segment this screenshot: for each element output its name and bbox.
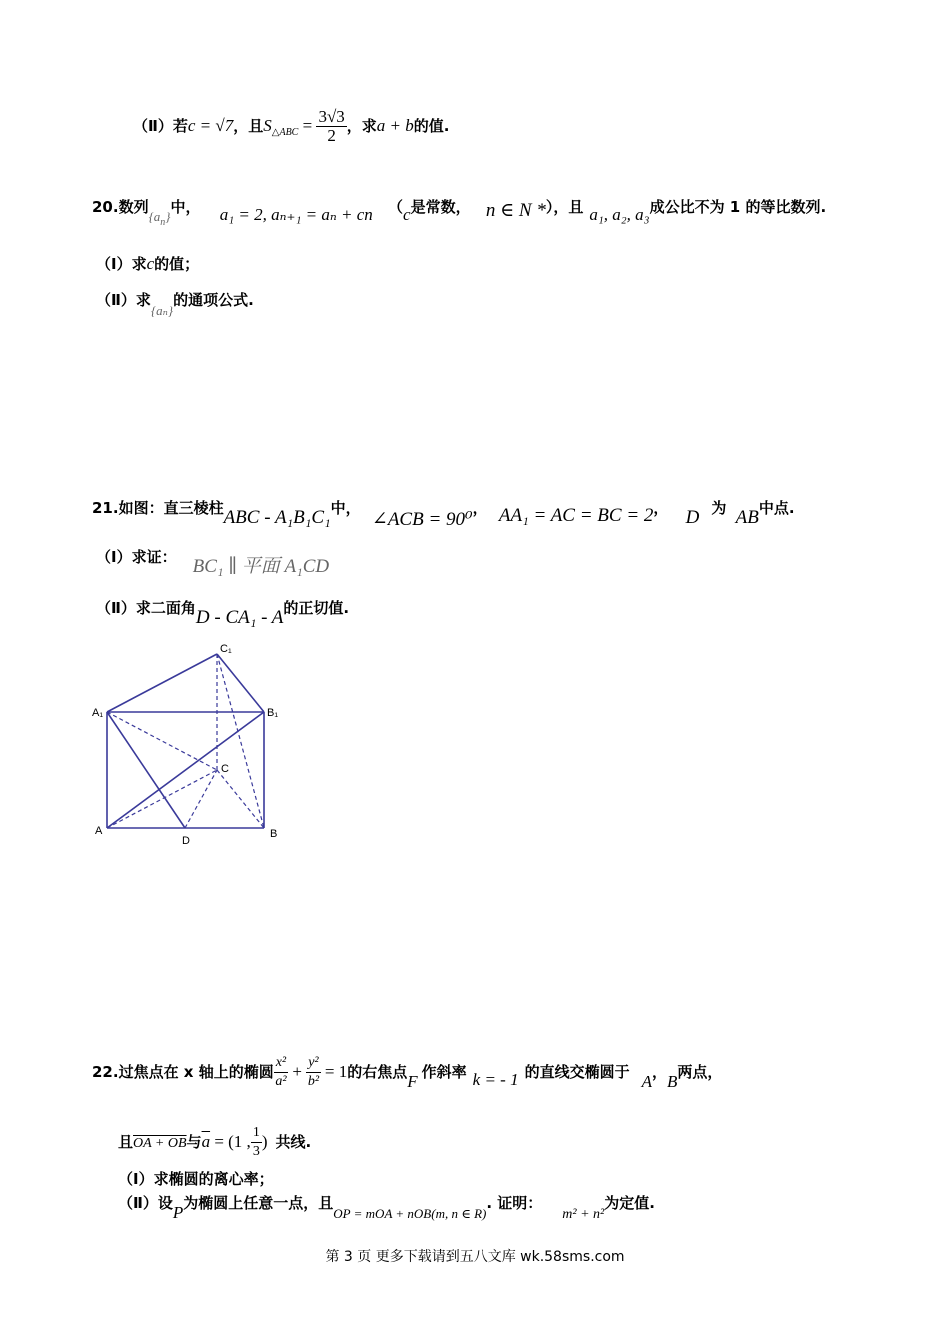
edge-AC: [107, 770, 217, 828]
q21-part2-prefix: （Ⅱ）求二面角: [96, 599, 196, 617]
prism-figure: [88, 636, 298, 851]
q20-stem: [92, 196, 826, 228]
q22-yu: 与: [186, 1133, 202, 1151]
q19-frac-num: 3√3: [318, 107, 345, 126]
q22-A: A: [641, 1072, 652, 1091]
q21-part2-suffix: 的正切值.: [283, 599, 350, 617]
q22-x-num: x²: [274, 1054, 288, 1073]
label-A: A: [95, 825, 103, 837]
q21-comma1: ，: [472, 499, 488, 517]
q20-c: c: [403, 205, 411, 224]
q19-suffix: 的值.: [413, 117, 450, 135]
q22-part2-mid: 为椭圆上任意一点，且: [183, 1194, 334, 1212]
q19-c-eq: c = √7: [187, 116, 234, 135]
q22-two-points: 两点，: [677, 1063, 723, 1081]
q19-area-sub: △ABC: [271, 127, 299, 138]
q22-x-frac: [274, 1054, 288, 1091]
q20-seq-sub: n: [160, 217, 166, 228]
q21-part2-angle: D - CA₁ - A: [195, 607, 284, 628]
edge-A1C1: [107, 654, 217, 712]
q21-AB: AB: [735, 507, 759, 528]
page-footer: 第 3 页 更多下载请到五八文库 wk.58sms.com: [325, 1249, 625, 1265]
q22-B: B: [667, 1072, 678, 1091]
q22-part1: （Ⅰ）求椭圆的离心率；: [118, 1170, 274, 1188]
q22-F: F: [407, 1072, 418, 1091]
q20-part2-prefix: （Ⅱ）求: [96, 291, 151, 309]
q22-y-den: b²: [307, 1074, 320, 1089]
q22-num: 22.过焦点在 x 轴上的椭圆: [92, 1063, 274, 1081]
q21-angle: ∠ACB = 90⁰: [371, 509, 473, 530]
q19-expr: a + b: [376, 116, 414, 135]
q22-y-num: y²: [306, 1054, 320, 1073]
q20-part1-suffix: 的值；: [154, 255, 200, 273]
q21-midpoint: 中点.: [758, 499, 795, 517]
label-B1: B₁: [267, 707, 279, 719]
q20-recurrence: a₁ = 2, aₙ₊₁ = aₙ + cn: [219, 205, 373, 224]
q21-num: 21.如图：直三棱柱: [92, 499, 224, 517]
q20-paren-open: （: [388, 198, 404, 216]
q22-op-eq: OP = mOA + nOB(m, n ∈ R): [333, 1206, 487, 1221]
q22-slope-text: 作斜率: [421, 1063, 467, 1081]
q22-third-num: 1: [251, 1124, 262, 1143]
q21-wei: 为: [711, 499, 727, 517]
q22-vec-a: $\overline{a}$: [201, 1132, 211, 1151]
q22-right-focus: 的右焦点: [347, 1063, 408, 1081]
q22-line2-prefix: 且: [118, 1133, 134, 1151]
q21-comma2: ，: [653, 499, 669, 517]
q22-vec-a-close: ): [261, 1132, 268, 1151]
q22-vec-sum: OA + OB: [133, 1136, 187, 1151]
q22-comma: ，: [652, 1063, 668, 1081]
q22-y-frac: [306, 1054, 320, 1091]
q22-P: P: [172, 1203, 184, 1222]
q19-ask: ，求: [346, 117, 377, 135]
q21-part1-stmt: BC₁ ∥ 平面 A₁CD: [192, 556, 330, 577]
q20-num: 20.数列: [92, 198, 149, 216]
q22-part2-suffix: 为定值.: [604, 1194, 655, 1212]
q20-part2: [96, 289, 254, 319]
q20-is-const: 是常数，: [410, 198, 471, 216]
edge-CB: [217, 770, 264, 828]
q22-x-den: a²: [275, 1074, 287, 1089]
q22-line-text: 的直线交椭圆于: [524, 1063, 630, 1081]
q22-plus: +: [288, 1062, 307, 1081]
q20-part2-suffix: 的通项公式.: [173, 291, 254, 309]
q21-part1-prefix: （Ⅰ）求证：: [96, 548, 177, 566]
q20-part1-c: c: [146, 254, 155, 273]
q19-area-fraction: [316, 108, 346, 145]
q22-part2-prefix: （Ⅱ）设: [118, 1194, 173, 1212]
q20-part2-seq: {aₙ}: [150, 303, 174, 318]
q20-seq-open: {a: [148, 209, 161, 224]
q20-terms: a₁, a₂, a₃: [589, 205, 650, 224]
q22-third-frac: [251, 1124, 262, 1161]
q19-part2: [133, 108, 449, 145]
q21-stem: [92, 497, 795, 531]
q20-part1: [96, 253, 199, 274]
q20-paren-close: ），且: [545, 198, 584, 216]
q19-mid: ，且: [233, 117, 264, 135]
q21-D: D: [685, 507, 700, 528]
q20-seq: [148, 209, 171, 228]
q22-vec-a-eq: = (1 ,: [210, 1132, 251, 1151]
q20-tail: 成公比不为 1 的等比数列.: [649, 198, 827, 216]
label-D: D: [182, 835, 190, 847]
label-C1: C₁: [220, 643, 232, 655]
q20-zhong: 中，: [170, 198, 201, 216]
q22-gongxian: 共线.: [275, 1133, 312, 1151]
q22-line2: [118, 1124, 311, 1161]
q19-part2-prefix: （Ⅱ）若: [133, 117, 188, 135]
q22-m2n2: m² + n²: [562, 1207, 605, 1222]
label-B: B: [270, 828, 278, 840]
q22-eq1: = 1: [320, 1062, 348, 1081]
edge-C1B1: [217, 654, 264, 712]
q22-third-den: 3: [252, 1144, 260, 1159]
q19-frac-den: 2: [327, 126, 336, 145]
q22-proof: . 证明：: [486, 1194, 543, 1212]
q21-prism: ABC - A₁B₁C₁: [223, 507, 331, 528]
q19-area-label: S: [263, 116, 272, 135]
q21-part2: [96, 597, 349, 629]
label-C: C: [221, 763, 229, 775]
q21-zhong: 中，: [330, 499, 361, 517]
label-A1: A₁: [92, 707, 104, 719]
edge-A1D: [107, 712, 185, 828]
q22-stem: [92, 1054, 722, 1092]
q20-n-in: n ∈ N *: [485, 200, 546, 221]
q21-part1: [96, 546, 329, 578]
edge-AB1: [107, 712, 264, 828]
q20-seq-close: }: [165, 209, 171, 224]
q22-k-eq: k = - 1: [472, 1070, 519, 1089]
q21-lengths: AA₁ = AC = BC = 2: [498, 505, 654, 526]
q19-eq: =: [298, 116, 317, 135]
q20-part1-prefix: （Ⅰ）求: [96, 255, 147, 273]
edge-A1C: [107, 712, 217, 770]
q22-part2: [118, 1192, 655, 1223]
